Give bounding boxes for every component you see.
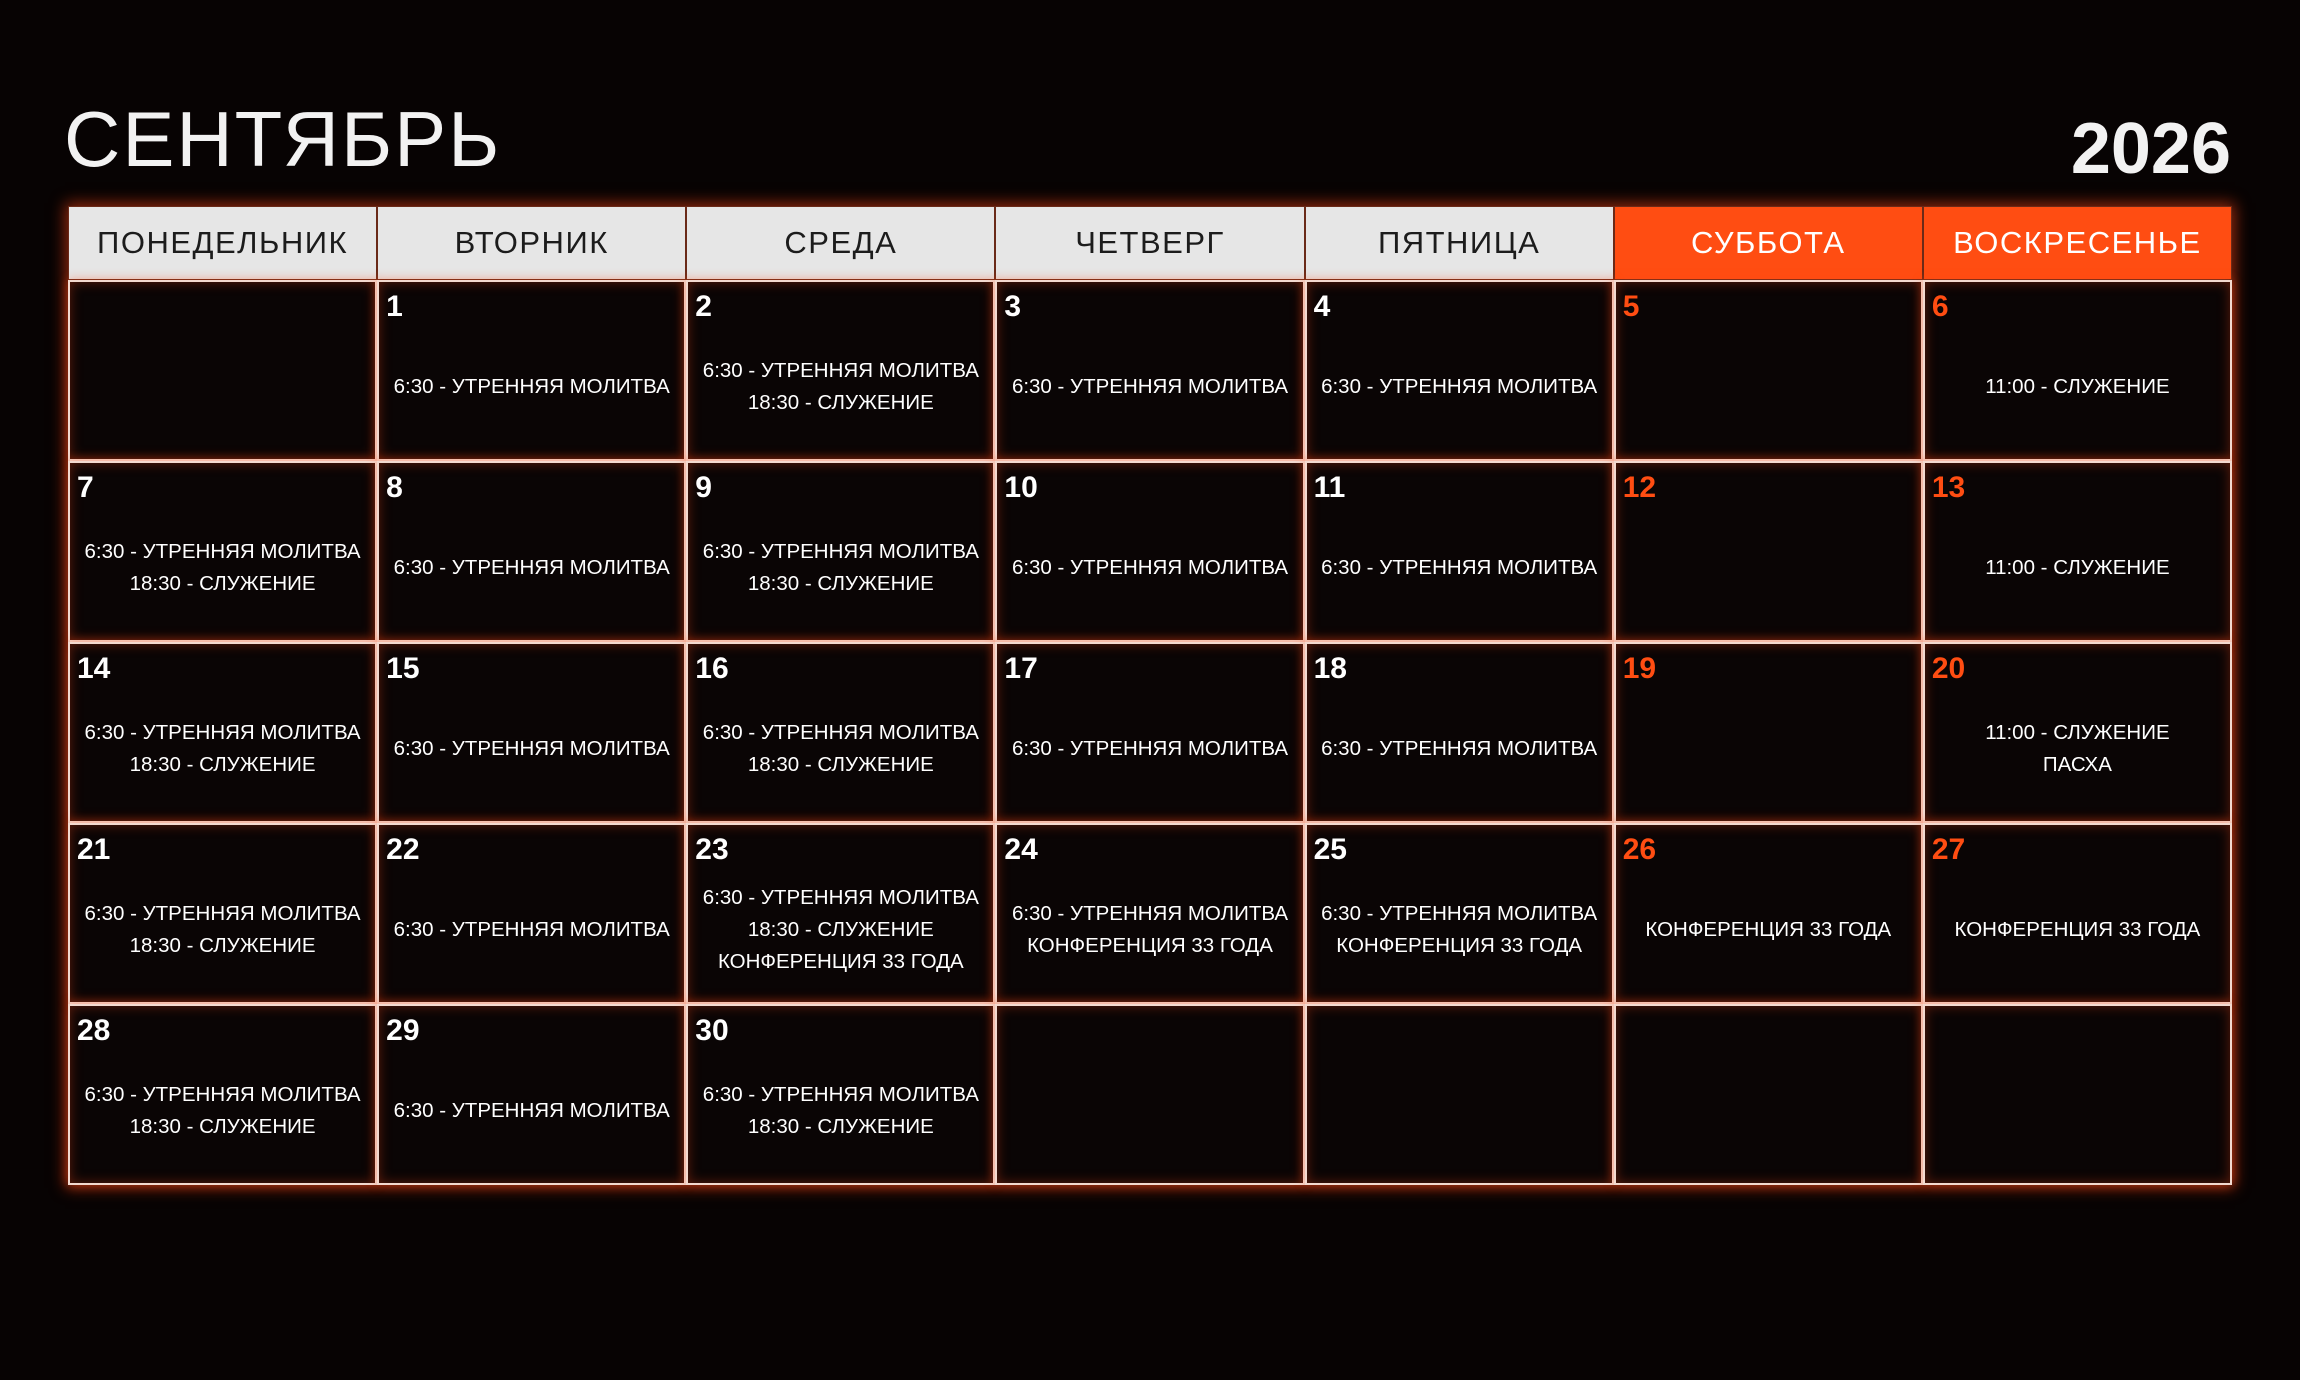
event-list [1012, 371, 1288, 403]
day-cell[interactable] [995, 642, 1304, 823]
event-item: 6:30 - УТРЕННЯЯ МОЛИТВА [393, 736, 670, 760]
day-number: 21 [77, 833, 111, 866]
event-item: КОНФЕРЕНЦИЯ 33 ГОДА [1027, 933, 1273, 957]
day-cell[interactable] [686, 642, 995, 823]
day-number: 30 [695, 1014, 729, 1047]
event-list [1012, 552, 1288, 584]
event-item: 6:30 - УТРЕННЯЯ МОЛИТВА [1011, 555, 1289, 579]
day-cell[interactable] [68, 823, 377, 1004]
weekday-header: ПОНЕДЕЛЬНИК [68, 206, 377, 280]
event-list [703, 717, 979, 781]
event-list [1645, 914, 1891, 946]
day-cell[interactable] [377, 1004, 686, 1185]
event-item: 6:30 - УТРЕННЯЯ МОЛИТВА [393, 555, 670, 579]
day-number: 29 [386, 1014, 420, 1047]
event-item: 18:30 - СЛУЖЕНИЕ [747, 1114, 934, 1138]
event-list [1321, 552, 1597, 584]
day-number: 3 [1004, 290, 1022, 323]
event-item: 6:30 - УТРЕННЯЯ МОЛИТВА [393, 1098, 670, 1122]
event-item: 11:00 - СЛУЖЕНИЕ [1985, 720, 2170, 744]
event-list [703, 882, 979, 978]
day-cell[interactable] [68, 642, 377, 823]
day-number: 7 [77, 471, 94, 504]
event-item: 6:30 - УТРЕННЯЯ МОЛИТВА [702, 358, 979, 382]
weekday-header: СУББОТА [1614, 206, 1923, 280]
day-cell[interactable] [377, 280, 686, 461]
day-cell[interactable] [1305, 280, 1614, 461]
event-item: 6:30 - УТРЕННЯЯ МОЛИТВА [702, 720, 979, 744]
event-item: 6:30 - УТРЕННЯЯ МОЛИТВА [1321, 736, 1598, 760]
day-number: 26 [1622, 833, 1657, 866]
event-item: 6:30 - УТРЕННЯЯ МОЛИТВА [1011, 374, 1289, 398]
year-title: 2026 [2070, 109, 2231, 189]
day-cell[interactable] [995, 823, 1304, 1004]
day-number: 15 [386, 652, 420, 685]
event-item: 6:30 - УТРЕННЯЯ МОЛИТВА [1011, 901, 1289, 925]
day-number: 13 [1931, 471, 1966, 504]
event-item: 6:30 - УТРЕННЯЯ МОЛИТВА [393, 374, 670, 398]
day-cell[interactable] [1923, 461, 2232, 642]
day-number: 10 [1004, 471, 1038, 504]
event-list [703, 536, 979, 600]
event-item: 18:30 - СЛУЖЕНИЕ [747, 917, 934, 941]
day-cell[interactable] [1923, 642, 2232, 823]
day-cell[interactable] [995, 1004, 1304, 1185]
day-cell[interactable] [1923, 823, 2232, 1004]
event-list [85, 898, 361, 962]
event-item: 18:30 - СЛУЖЕНИЕ [747, 571, 934, 595]
day-number: 17 [1004, 652, 1038, 685]
day-number: 14 [77, 652, 111, 685]
day-cell[interactable] [68, 1004, 377, 1185]
event-list [1985, 552, 2169, 584]
day-number: 12 [1622, 471, 1657, 504]
day-number: 9 [695, 471, 712, 504]
day-cell[interactable] [686, 1004, 995, 1185]
day-cell[interactable] [1614, 1004, 1923, 1185]
day-number: 5 [1622, 290, 1640, 323]
day-cell[interactable] [1305, 642, 1614, 823]
day-cell[interactable] [1614, 823, 1923, 1004]
event-list [85, 1079, 361, 1143]
day-number: 6 [1931, 290, 1949, 323]
event-list [394, 552, 670, 584]
event-list [1012, 733, 1288, 765]
day-number: 8 [386, 471, 403, 504]
day-number: 25 [1313, 833, 1347, 866]
day-number: 27 [1931, 833, 1966, 866]
day-cell[interactable] [377, 823, 686, 1004]
event-list [1985, 717, 2169, 781]
event-item: 11:00 - СЛУЖЕНИЕ [1985, 374, 2170, 398]
day-cell[interactable] [68, 280, 377, 461]
event-item: 18:30 - СЛУЖЕНИЕ [129, 1114, 316, 1138]
day-cell[interactable] [1614, 461, 1923, 642]
event-list [1012, 898, 1288, 962]
day-number: 4 [1313, 290, 1331, 323]
weekday-header: СРЕДА [686, 206, 995, 280]
day-number: 23 [695, 833, 729, 866]
event-list [1321, 371, 1597, 403]
event-list [1955, 914, 2201, 946]
day-cell[interactable] [1923, 280, 2232, 461]
event-item: 6:30 - УТРЕННЯЯ МОЛИТВА [1321, 555, 1598, 579]
day-number: 1 [386, 290, 403, 323]
day-cell[interactable] [995, 280, 1304, 461]
weekday-header: ЧЕТВЕРГ [995, 206, 1304, 280]
event-item: 6:30 - УТРЕННЯЯ МОЛИТВА [702, 1082, 979, 1106]
day-number: 18 [1313, 652, 1347, 685]
day-cell[interactable] [995, 461, 1304, 642]
day-cell[interactable] [686, 823, 995, 1004]
day-cell[interactable] [686, 280, 995, 461]
event-item: 18:30 - СЛУЖЕНИЕ [747, 390, 934, 414]
event-item: 18:30 - СЛУЖЕНИЕ [747, 752, 934, 776]
event-list [394, 914, 670, 946]
event-item: 6:30 - УТРЕННЯЯ МОЛИТВА [84, 1082, 361, 1106]
calendar-grid [68, 206, 2232, 1185]
event-list [1985, 371, 2169, 403]
event-item: 18:30 - СЛУЖЕНИЕ [129, 933, 316, 957]
day-number: 2 [695, 290, 712, 323]
event-item: 6:30 - УТРЕННЯЯ МОЛИТВА [702, 539, 979, 563]
day-cell[interactable] [1923, 1004, 2232, 1185]
event-item: 6:30 - УТРЕННЯЯ МОЛИТВА [1321, 901, 1598, 925]
event-item: 6:30 - УТРЕННЯЯ МОЛИТВА [84, 901, 361, 925]
day-cell[interactable] [1305, 823, 1614, 1004]
event-item: КОНФЕРЕНЦИЯ 33 ГОДА [1954, 917, 2201, 941]
day-number: 28 [77, 1014, 111, 1047]
weekday-header: ВТОРНИК [377, 206, 686, 280]
day-number: 20 [1931, 652, 1966, 685]
event-list [703, 355, 979, 419]
event-item: 6:30 - УТРЕННЯЯ МОЛИТВА [84, 539, 361, 563]
day-number: 22 [386, 833, 420, 866]
weekday-header: ВОСКРЕСЕНЬЕ [1923, 206, 2232, 280]
day-number: 16 [695, 652, 729, 685]
event-list [394, 733, 670, 765]
event-item: 6:30 - УТРЕННЯЯ МОЛИТВА [393, 917, 670, 941]
day-cell[interactable] [1305, 461, 1614, 642]
day-cell[interactable] [1305, 1004, 1614, 1185]
event-list [85, 717, 361, 781]
day-number: 19 [1622, 652, 1657, 685]
day-cell[interactable] [377, 642, 686, 823]
event-item: 6:30 - УТРЕННЯЯ МОЛИТВА [702, 885, 979, 909]
event-item: 6:30 - УТРЕННЯЯ МОЛИТВА [84, 720, 361, 744]
day-cell[interactable] [377, 461, 686, 642]
event-item: ПАСХА [2042, 752, 2112, 776]
day-cell[interactable] [1614, 642, 1923, 823]
day-cell[interactable] [686, 461, 995, 642]
event-list [1321, 898, 1597, 962]
event-list [394, 371, 670, 403]
day-number: 11 [1313, 471, 1346, 504]
event-item: КОНФЕРЕНЦИЯ 33 ГОДА [1336, 933, 1583, 957]
event-item: 18:30 - СЛУЖЕНИЕ [129, 571, 316, 595]
event-item: 18:30 - СЛУЖЕНИЕ [129, 752, 316, 776]
event-item: КОНФЕРЕНЦИЯ 33 ГОДА [1645, 917, 1892, 941]
event-item: 6:30 - УТРЕННЯЯ МОЛИТВА [1321, 374, 1598, 398]
day-cell[interactable] [1614, 280, 1923, 461]
event-list [85, 536, 361, 600]
month-title: СЕНТЯБРЬ [64, 95, 502, 183]
event-item: КОНФЕРЕНЦИЯ 33 ГОДА [717, 949, 964, 973]
day-cell[interactable] [68, 461, 377, 642]
day-number: 24 [1004, 833, 1038, 866]
weekday-header: ПЯТНИЦА [1305, 206, 1614, 280]
event-item: 6:30 - УТРЕННЯЯ МОЛИТВА [1011, 736, 1289, 760]
event-list [1321, 733, 1597, 765]
event-list [703, 1079, 979, 1143]
event-item: 11:00 - СЛУЖЕНИЕ [1985, 555, 2170, 579]
event-list [394, 1095, 670, 1127]
